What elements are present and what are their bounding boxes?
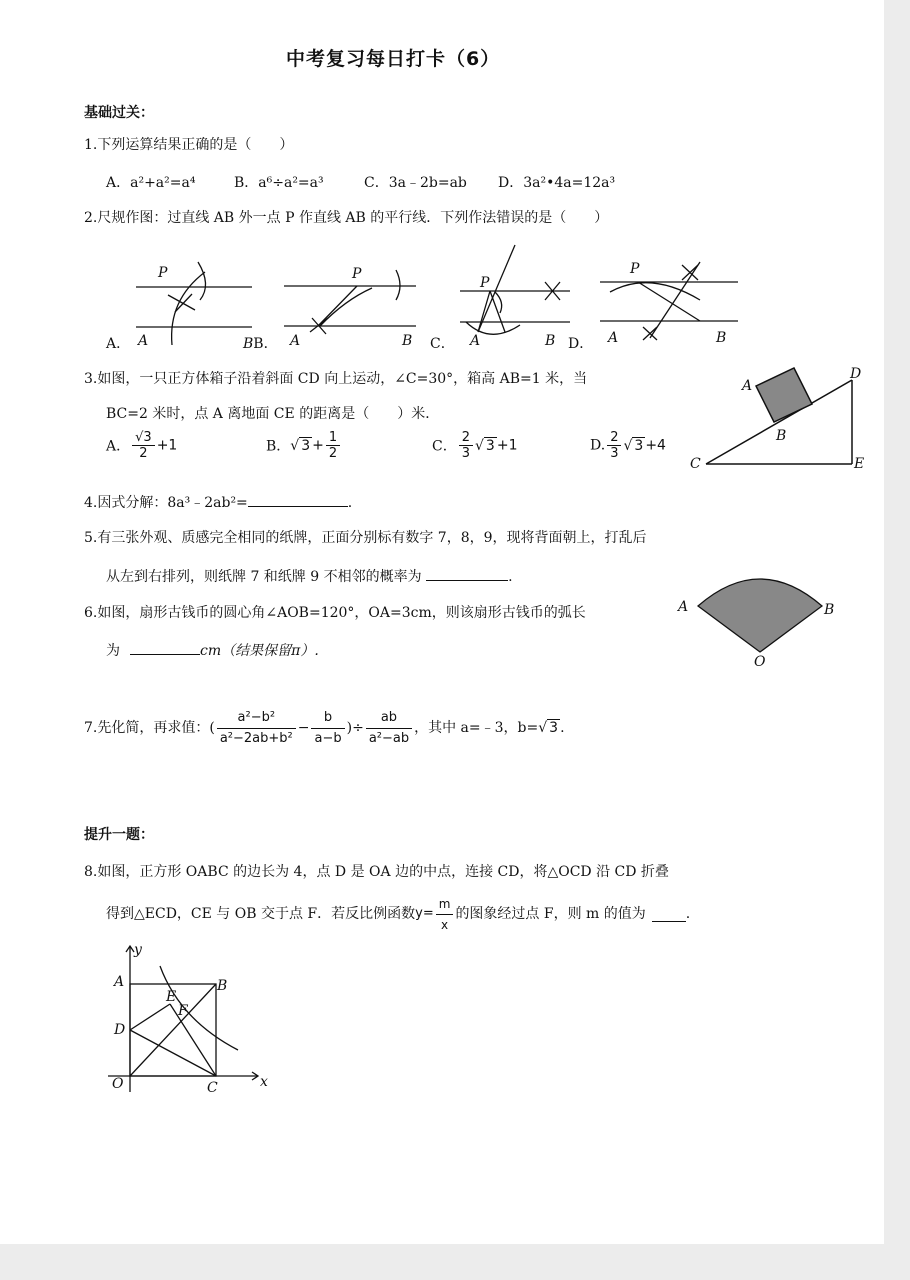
q8-point-e: E bbox=[166, 989, 177, 1005]
q2-option-a-label: A． bbox=[106, 336, 131, 352]
q2a-point-a: A bbox=[138, 333, 149, 349]
q8-point-o: O bbox=[112, 1076, 124, 1092]
q8-line1: 8.如图，正方形 OABC 的边长为 4，点 D 是 OA 边的中点，连接 CD，将△OCD 沿 CD 折叠 bbox=[84, 864, 669, 880]
q6-line1: 6.如图，扇形古钱币的圆心角∠AOB=120°，OA=3cm，则该扇形古钱币的弧长 bbox=[84, 605, 586, 621]
q3-point-a: A bbox=[742, 378, 753, 394]
q1-option-d: D．3a²•4a=12a³ bbox=[498, 175, 616, 191]
q8-point-f: F bbox=[178, 1003, 188, 1019]
q7-expression: 7.先化简，再求值：( a²−b² a²−2ab+b² − $\frac{b}{a-b}$ )÷ $\frac{ab}{\text{a²−ab}}$ ，其中 a=﹣3，b= √ 3 . bbox=[84, 709, 565, 746]
q8-point-d: D bbox=[114, 1022, 126, 1038]
q1-option-a: A．a²+a²=a⁴ bbox=[106, 175, 196, 191]
q5-line2: 从左到右排列，则纸牌 7 和纸牌 9 不相邻的概率为 . bbox=[106, 566, 513, 587]
q2c-point-a: A bbox=[470, 333, 481, 349]
q2-option-b-text: B． bbox=[253, 336, 278, 352]
q6-point-a: A bbox=[678, 599, 689, 615]
q8-point-c: C bbox=[207, 1080, 218, 1096]
q3-line2: BC=2 米时，点 A 离地面 CE 的距离是（ ）米． bbox=[106, 406, 440, 422]
q2b-point-p: P bbox=[352, 266, 362, 282]
page-title: 中考复习每日打卡（6） bbox=[286, 48, 501, 70]
q8-axis-y: y bbox=[134, 942, 142, 958]
q3-option-a: A． $\frac{√3}{2}$ +1 bbox=[106, 430, 178, 461]
q1-stem: 1.下列运算结果正确的是（ ） bbox=[84, 137, 294, 153]
q3-point-c: C bbox=[690, 456, 701, 472]
q2d-point-b: B bbox=[716, 330, 727, 346]
q3-option-d: D. $\frac{2}{3}$ √ 3 +4 bbox=[590, 430, 666, 461]
q8-line2: 得到△ECD，CE 与 OB 交于点 F．若反比例函数 y= $\frac{m}{x}$ 的图象经过点 F，则 m 的值为 . bbox=[106, 894, 690, 934]
q2-option-c-label: C． bbox=[430, 336, 455, 352]
q8-point-b: B bbox=[217, 978, 228, 994]
q8-axis-x: x bbox=[260, 1074, 268, 1090]
q2-stem: 2.尺规作图：过直线 AB 外一点 P 作直线 AB 的平行线．下列作法错误的是（ ） bbox=[84, 210, 609, 226]
q6-line2: 为 cm（结果保留π）. bbox=[106, 640, 319, 661]
q8-point-a: A bbox=[114, 974, 125, 990]
q2-option-b-label: BB． bbox=[243, 336, 278, 352]
q3-option-b: B．√ 3 + $\frac{1}{2}$ bbox=[266, 430, 342, 461]
q2b-point-a: A bbox=[290, 333, 301, 349]
q2d-point-p: P bbox=[630, 261, 640, 277]
q2c-point-p: P bbox=[480, 275, 490, 291]
q2-option-d-label: D． bbox=[568, 336, 594, 352]
q1-option-c: C．3a﹣2b=ab bbox=[364, 175, 467, 191]
q5-line1: 5.有三张外观、质感完全相同的纸牌，正面分别标有数字 7，8，9，现将背面朝上，打乱后 bbox=[84, 530, 647, 546]
section-advanced-heading: 提升一题： bbox=[84, 827, 154, 843]
q2a-point-p: P bbox=[158, 265, 168, 281]
q2c-point-b: B bbox=[545, 333, 556, 349]
q2d-point-a: A bbox=[608, 330, 619, 346]
q3-point-e: E bbox=[854, 456, 865, 472]
q3-option-c: C． $\frac{2}{3}$ √ 3 +1 bbox=[432, 430, 518, 461]
q1-option-b: B．a⁶÷a²=a³ bbox=[234, 175, 324, 191]
q3-point-b: B bbox=[776, 428, 787, 444]
section-basic-heading: 基础过关： bbox=[84, 105, 154, 121]
q6-point-o: O bbox=[754, 654, 766, 670]
q4-stem: 4.因式分解：8a³﹣2ab²= . bbox=[84, 492, 352, 513]
q3-point-d: D bbox=[850, 366, 862, 382]
q2b-point-b: B bbox=[402, 333, 413, 349]
q6-point-b: B bbox=[824, 602, 835, 618]
q3-line1: 3.如图，一只正方体箱子沿着斜面 CD 向上运动，∠C=30°，箱高 AB=1 米，当 bbox=[84, 371, 588, 387]
